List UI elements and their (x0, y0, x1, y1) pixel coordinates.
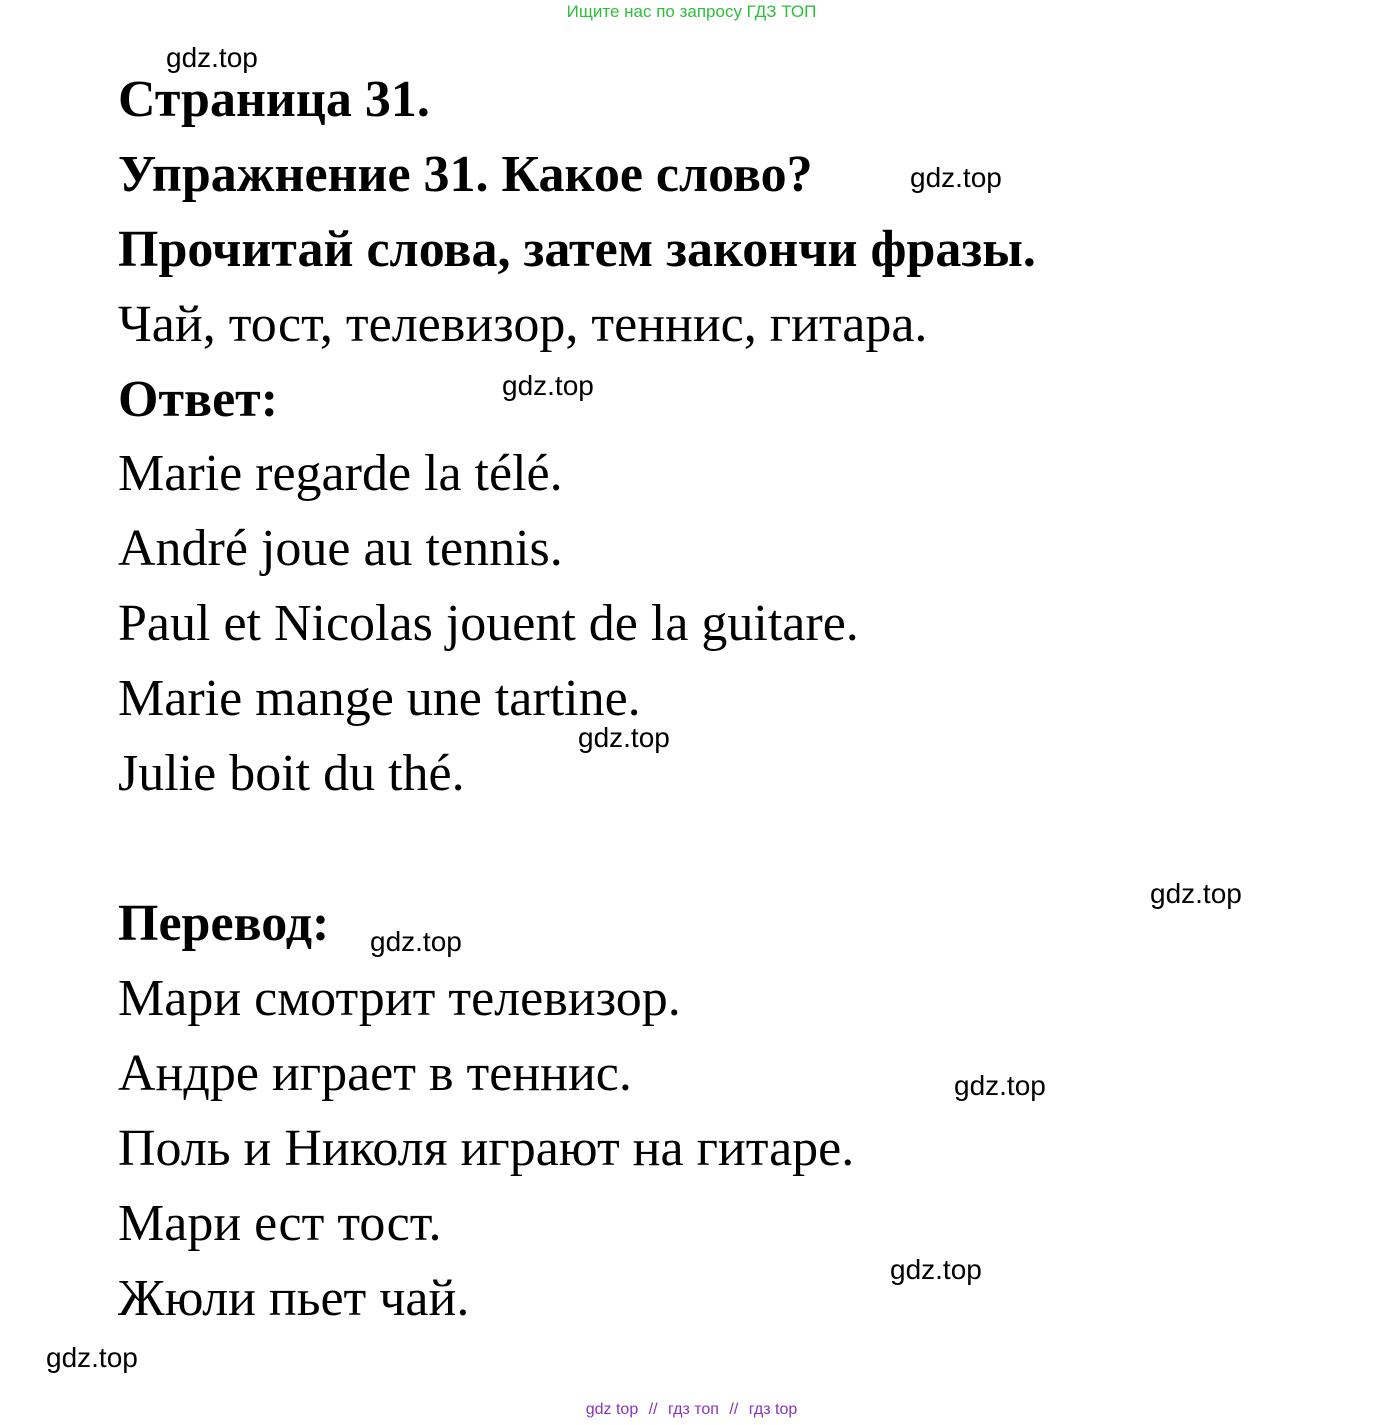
watermark: gdz.top (890, 1254, 982, 1285)
footer-separator: // (729, 1401, 739, 1418)
watermark: gdz.top (1150, 878, 1242, 909)
watermark: gdz.top (910, 162, 1002, 193)
answer-line-4: Marie mange une tartine. (118, 670, 641, 727)
top-banner: Ищите нас по запросу ГДЗ ТОП (566, 2, 817, 21)
translation-line-2: Андре играет в теннис. (118, 1045, 632, 1102)
translation-label: Перевод: (118, 895, 330, 952)
word-list: Чай, тост, телевизор, теннис, гитара. (118, 296, 928, 353)
watermark: gdz.top (954, 1070, 1046, 1101)
watermark: gdz.top (578, 722, 670, 753)
footer-link-3[interactable]: гдз top (748, 1401, 798, 1418)
translation-line-5: Жюли пьет чай. (118, 1270, 470, 1327)
watermark: gdz.top (502, 370, 594, 401)
exercise-title: Упражнение 31. Какое слово? (118, 146, 813, 203)
page-title: Страница 31. (118, 71, 430, 128)
footer-separator: // (648, 1401, 658, 1418)
watermark: gdz.top (46, 1342, 138, 1373)
footer-banner (0, 1399, 1383, 1421)
translation-line-1: Мари смотрит телевизор. (118, 970, 681, 1027)
watermark: gdz.top (166, 42, 258, 73)
answer-label: Ответ: (118, 371, 279, 428)
translation-line-3: Поль и Николя играют на гитаре. (118, 1120, 855, 1177)
translation-line-4: Мари ест тост. (118, 1195, 442, 1252)
instruction-text: Прочитай слова, затем закончи фразы. (118, 221, 1036, 278)
answer-line-5: Julie boit du thé. (118, 745, 465, 802)
answer-line-2: André joue au tennis. (118, 520, 563, 577)
watermark: gdz.top (370, 926, 462, 957)
footer-link-1[interactable]: gdz top (585, 1401, 639, 1418)
answer-line-3: Paul et Nicolas jouent de la guitare. (118, 595, 859, 652)
footer-link-2[interactable]: гдз топ (668, 1401, 719, 1418)
answer-line-1: Marie regarde la télé. (118, 445, 563, 502)
